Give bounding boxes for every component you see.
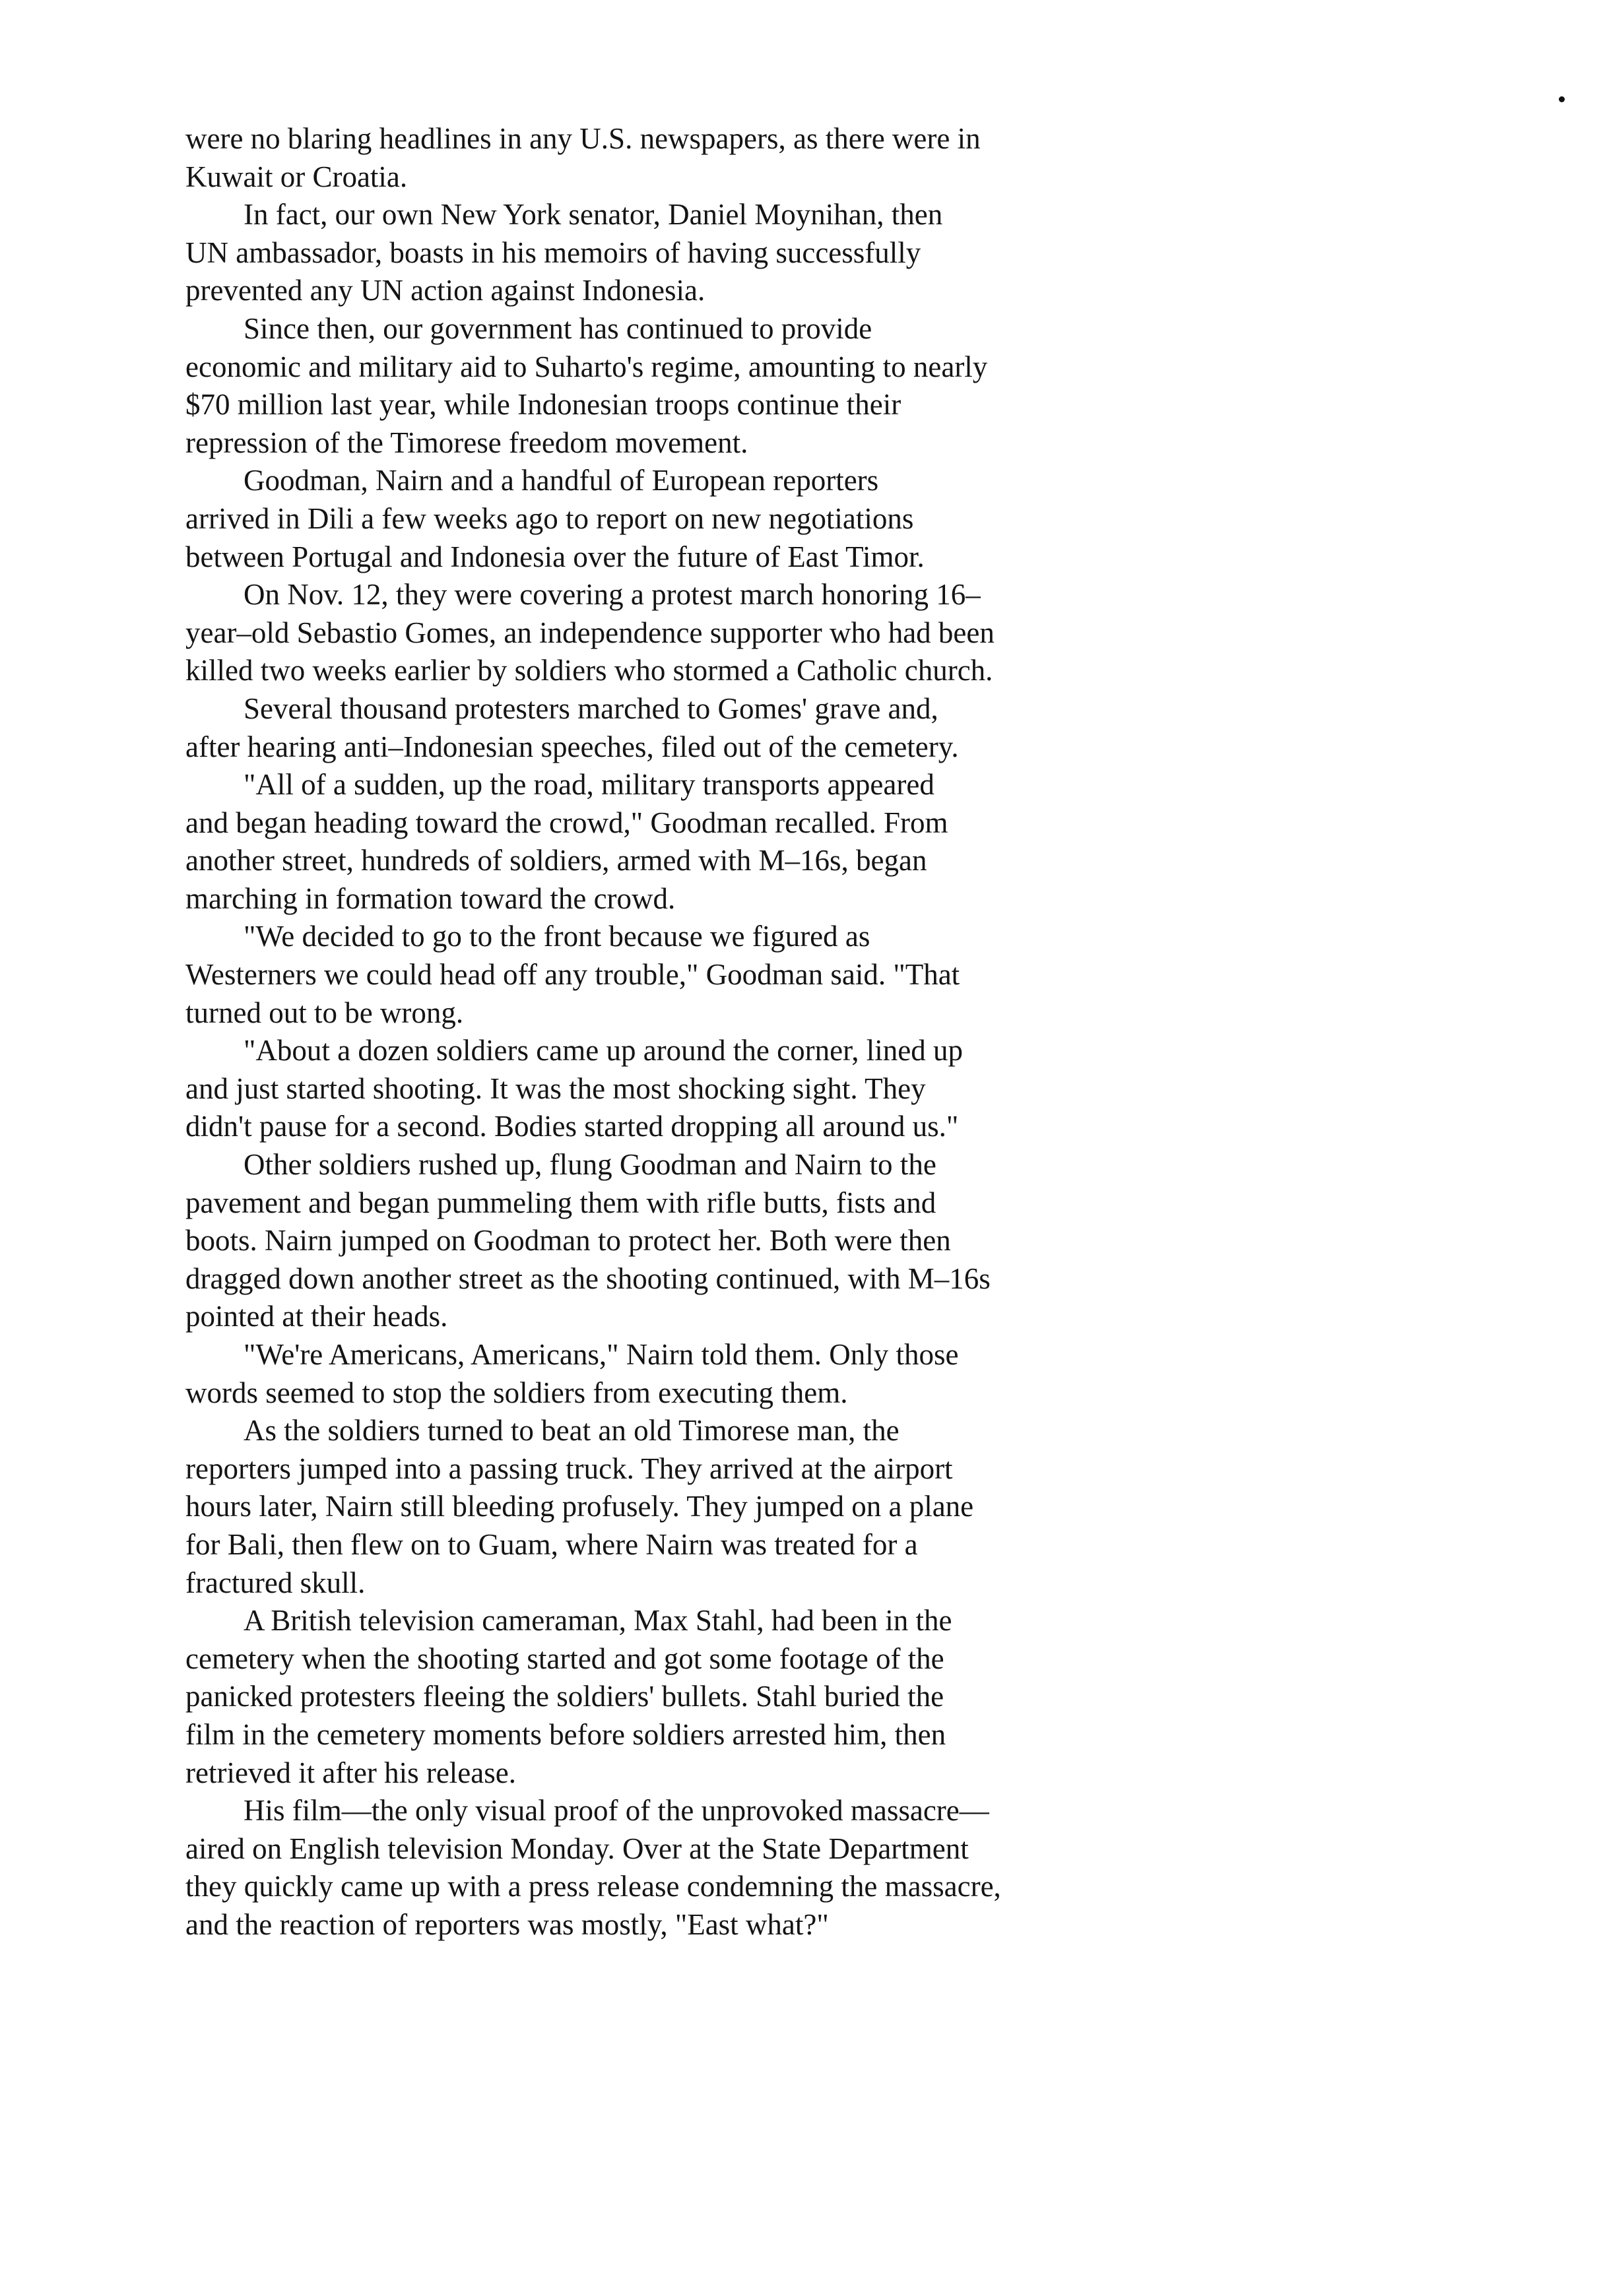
paragraph: [185, 196, 1123, 310]
text-line: another street, hundreds of soldiers, armed with M–16s, began: [185, 844, 927, 877]
text-line: boots. Nairn jumped on Goodman to protect her. Both were then: [185, 1224, 951, 1258]
text-line: and just started shooting. It was the most shocking sight. They: [185, 1071, 926, 1105]
paragraph: [185, 1032, 1123, 1146]
text-line: reporters jumped into a passing truck. They arrived at the airport: [185, 1451, 953, 1485]
paragraph: [185, 1792, 1123, 1944]
scan-speck: [1559, 96, 1565, 102]
text-line: "We decided to go to the front because we figured as: [244, 920, 870, 953]
text-line: arrived in Dili a few weeks ago to report on new negotiations: [185, 501, 914, 535]
text-line: Goodman, Nairn and a handful of European reporters: [244, 464, 879, 497]
text-line: didn't pause for a second. Bodies started dropping all around us.": [185, 1110, 959, 1143]
paragraph: [185, 120, 1123, 196]
text-line: film in the cemetery moments before soldiers arrested him, then: [185, 1717, 946, 1751]
text-line: between Portugal and Indonesia over the future of East Timor.: [185, 540, 925, 573]
text-line: repression of the Timorese freedom movement.: [185, 426, 748, 459]
text-line: pavement and began pummeling them with rifle butts, fists and: [185, 1186, 936, 1219]
paragraph: [185, 576, 1123, 690]
text-line: A British television cameraman, Max Stahl, had been in the: [244, 1604, 952, 1638]
paragraph: [185, 1602, 1123, 1792]
text-line: pointed at their heads.: [185, 1300, 448, 1333]
text-line: aired on English television Monday. Over at the State Department: [185, 1832, 969, 1865]
text-line: turned out to be wrong.: [185, 996, 464, 1029]
text-line: "All of a sudden, up the road, military transports appeared: [244, 768, 934, 802]
article-body: [185, 120, 1123, 1944]
text-line: As the soldiers turned to beat an old Timorese man, the: [244, 1414, 900, 1448]
paragraph: [185, 310, 1123, 462]
text-line: dragged down another street as the shooting continued, with M–16s: [185, 1261, 991, 1295]
paragraph: [185, 766, 1123, 918]
text-line: killed two weeks earlier by soldiers who stormed a Catholic church.: [185, 654, 993, 687]
text-line: UN ambassador, boasts in his memoirs of having successfully: [185, 236, 921, 269]
text-line: fractured skull.: [185, 1566, 366, 1599]
text-line: they quickly came up with a press release condemning the massacre,: [185, 1870, 1001, 1903]
text-line: In fact, our own New York senator, Daniel Moynihan, then: [244, 198, 943, 232]
text-line: and began heading toward the crowd," Goodman recalled. From: [185, 806, 948, 839]
paragraph: [185, 462, 1123, 576]
text-line: His film––the only visual proof of the unprovoked massacre––: [244, 1794, 989, 1828]
text-line: Westerners we could head off any trouble," Goodman said. "That: [185, 958, 960, 992]
text-line: prevented any UN action against Indonesia.: [185, 274, 705, 307]
text-line: year–old Sebastio Gomes, an independence supporter who had been: [185, 616, 995, 649]
text-line: $70 million last year, while Indonesian troops continue their: [185, 388, 901, 422]
text-line: after hearing anti–Indonesian speeches, filed out of the cemetery.: [185, 730, 959, 763]
text-line: marching in formation toward the crowd.: [185, 881, 676, 915]
text-line: cemetery when the shooting started and got some footage of the: [185, 1642, 944, 1675]
text-line: Several thousand protesters marched to Gomes' grave and,: [244, 691, 938, 725]
paragraph: [185, 1146, 1123, 1336]
paragraph: [185, 1336, 1123, 1412]
text-line: "We're Americans, Americans," Nairn told them. Only those: [244, 1338, 959, 1371]
text-line: On Nov. 12, they were covering a protest march honoring 16–: [244, 578, 981, 612]
paragraph: [185, 690, 1123, 766]
text-line: Other soldiers rushed up, flung Goodman and Nairn to the: [244, 1148, 936, 1182]
paragraph: [185, 1412, 1123, 1602]
text-line: and the reaction of reporters was mostly, "East what?": [185, 1907, 829, 1941]
text-line: retrieved it after his release.: [185, 1756, 516, 1789]
text-line: panicked protesters fleeing the soldiers' bullets. Stahl buried the: [185, 1680, 944, 1713]
paragraph: [185, 918, 1123, 1032]
text-line: were no blaring headlines in any U.S. newspapers, as there were in: [185, 122, 981, 155]
text-line: hours later, Nairn still bleeding profusely. They jumped on a plane: [185, 1490, 974, 1523]
text-line: "About a dozen soldiers came up around the corner, lined up: [244, 1034, 963, 1068]
text-line: economic and military aid to Suharto's regime, amounting to nearly: [185, 350, 988, 383]
text-line: Kuwait or Croatia.: [185, 160, 408, 193]
text-line: words seemed to stop the soldiers from executing them.: [185, 1376, 848, 1409]
text-line: Since then, our government has continued to provide: [244, 311, 872, 345]
text-line: for Bali, then flew on to Guam, where Nairn was treated for a: [185, 1527, 918, 1561]
